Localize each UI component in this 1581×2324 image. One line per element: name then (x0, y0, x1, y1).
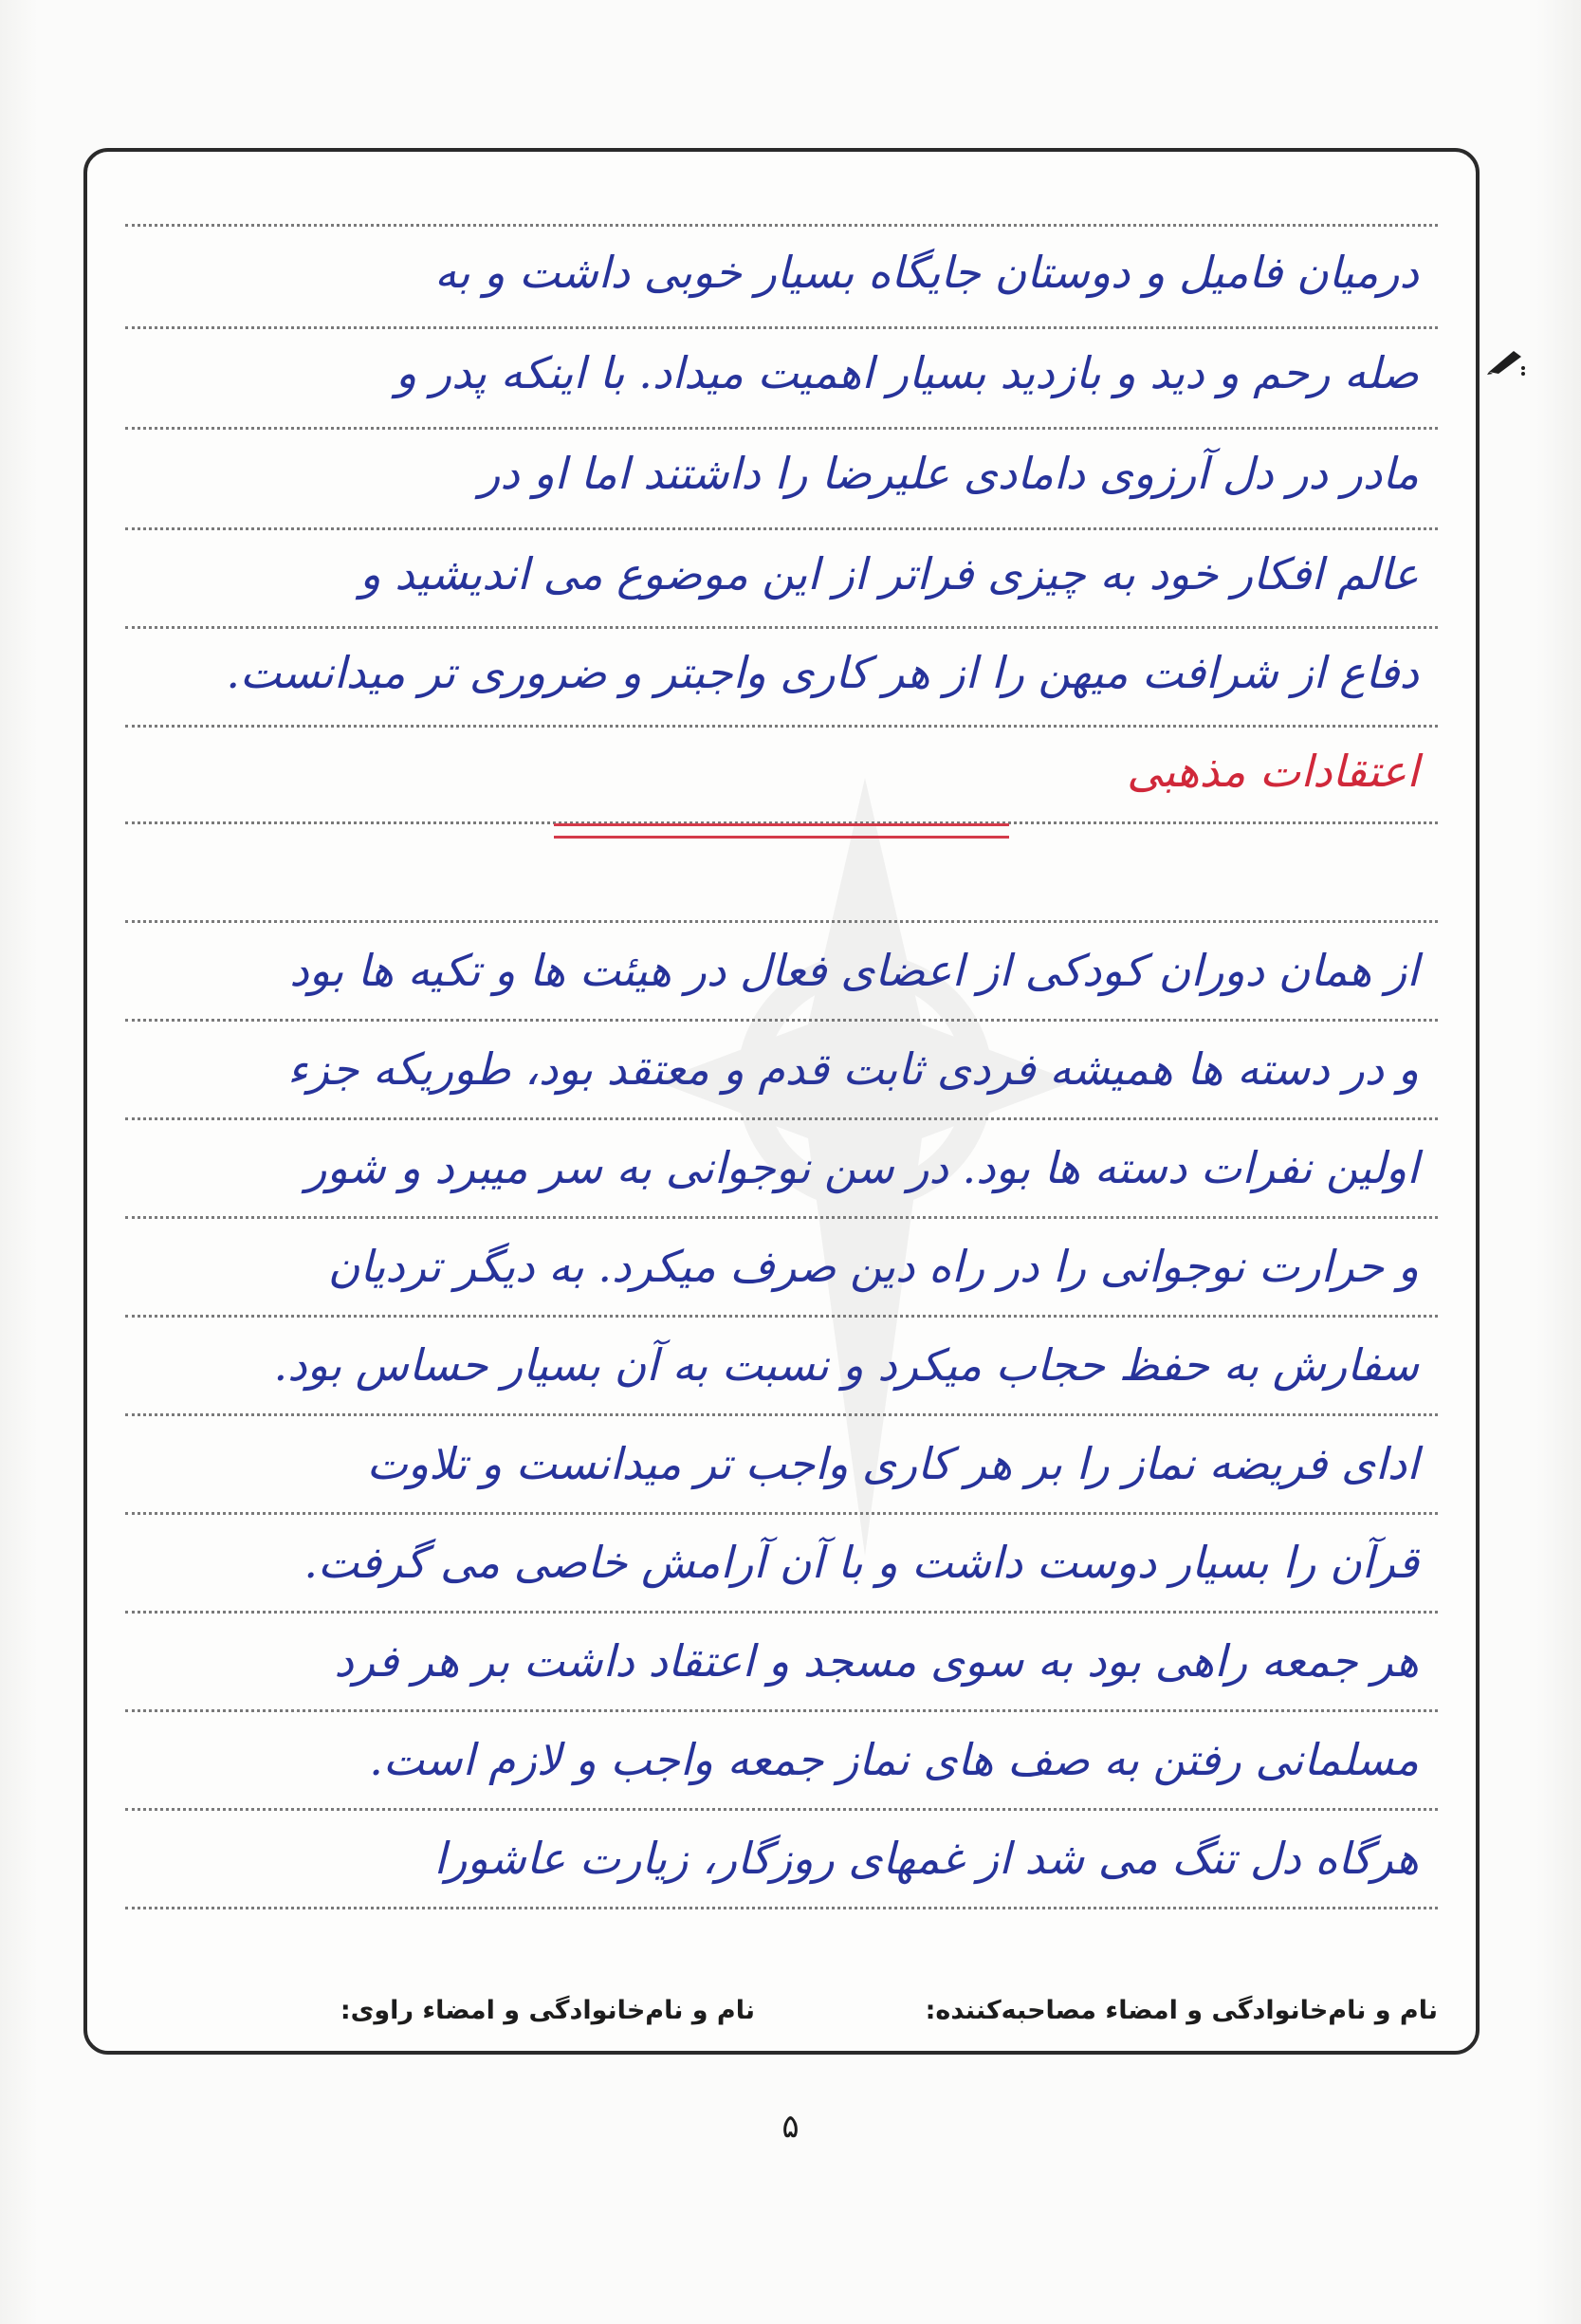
ruled-line (125, 1019, 1438, 1022)
handwritten-line: مسلمانی رفتن به صف های نماز جمعه واجب و لازم است. (369, 1734, 1419, 1785)
handwritten-line: اولین نفرات دسته ها بود. در سن نوجوانی به سر میبرد و شور (305, 1142, 1419, 1193)
handwritten-line: و در دسته ها همیشه فردی ثابت قدم و معتقد بود، طوریکه جزء (286, 1043, 1419, 1095)
handwritten-line: درمیان فامیل و دوستان جایگاه بسیار خوبی داشت و به (434, 247, 1419, 298)
handwritten-line: دفاع از شرافت میهن را از هر کاری واجبتر و ضروری تر میدانست. (226, 647, 1419, 698)
ruled-line (125, 725, 1438, 728)
ruled-line (125, 326, 1438, 329)
handwritten-line: قرآن را بسیار دوست داشت و با آن آرامش خاصی می گرفت. (303, 1537, 1419, 1588)
ruled-line (125, 1611, 1438, 1614)
handwritten-line: عالم افکار خود به چیزی فراتر از این موضوع می اندیشید و (359, 548, 1419, 599)
handwritten-line: مادر در دل آرزوی دامادی علیرضا را داشتند اما او در (479, 448, 1419, 499)
notebook-frame (83, 148, 1480, 2055)
ruled-line (125, 1907, 1438, 1909)
page-number: ۵ (781, 2108, 800, 2146)
ruled-line (125, 1117, 1438, 1120)
ruled-line (125, 920, 1438, 923)
handwritten-line: و حرارت نوجوانی را در راه دین صرف میکرد. به دیگر ترديان (327, 1241, 1419, 1292)
ruled-line (125, 1216, 1438, 1219)
ruled-line (125, 1315, 1438, 1318)
section-heading: اعتقادات مذهبی (1127, 746, 1419, 797)
handwritten-line: از همان دوران کودکی از اعضای فعال در هیئت ها و تکیه ها بود (289, 945, 1419, 996)
handwritten-line: سفارش به حفظ حجاب میکرد و نسبت به آن بسیار حساس بود. (273, 1339, 1419, 1391)
ruled-line (125, 1709, 1438, 1712)
handwritten-line: هرگاه دل تنگ می شد از غمهای روزگار، زیارت عاشورا (433, 1833, 1419, 1884)
ruled-line (125, 626, 1438, 629)
handwritten-line: ادای فریضه نماز را بر هر کاری واجب تر میدانست و تلاوت (366, 1438, 1419, 1489)
pen-writing-icon (1485, 347, 1527, 376)
handwritten-line: هر جمعه راهی بود به سوی مسجد و اعتقاد داشت بر هر فرد (334, 1635, 1419, 1687)
narrator-signature-label: نام و نام‌خانوادگی و امضاء راوی: (340, 1996, 755, 2025)
ruled-line (125, 527, 1438, 530)
handwritten-line: صله رحم و دید و بازدید بسیار اهمیت میداد. با اینکه پدر و (395, 347, 1419, 398)
ruled-line (125, 1413, 1438, 1416)
heading-underline (554, 823, 1009, 839)
ruled-line (125, 224, 1438, 227)
ruled-line (125, 1808, 1438, 1811)
ruled-line (125, 427, 1438, 430)
ruled-line (125, 1512, 1438, 1515)
interviewer-signature-label: نام و نام‌خانوادگی و امضاء مصاحبه‌کننده: (925, 1996, 1438, 2025)
